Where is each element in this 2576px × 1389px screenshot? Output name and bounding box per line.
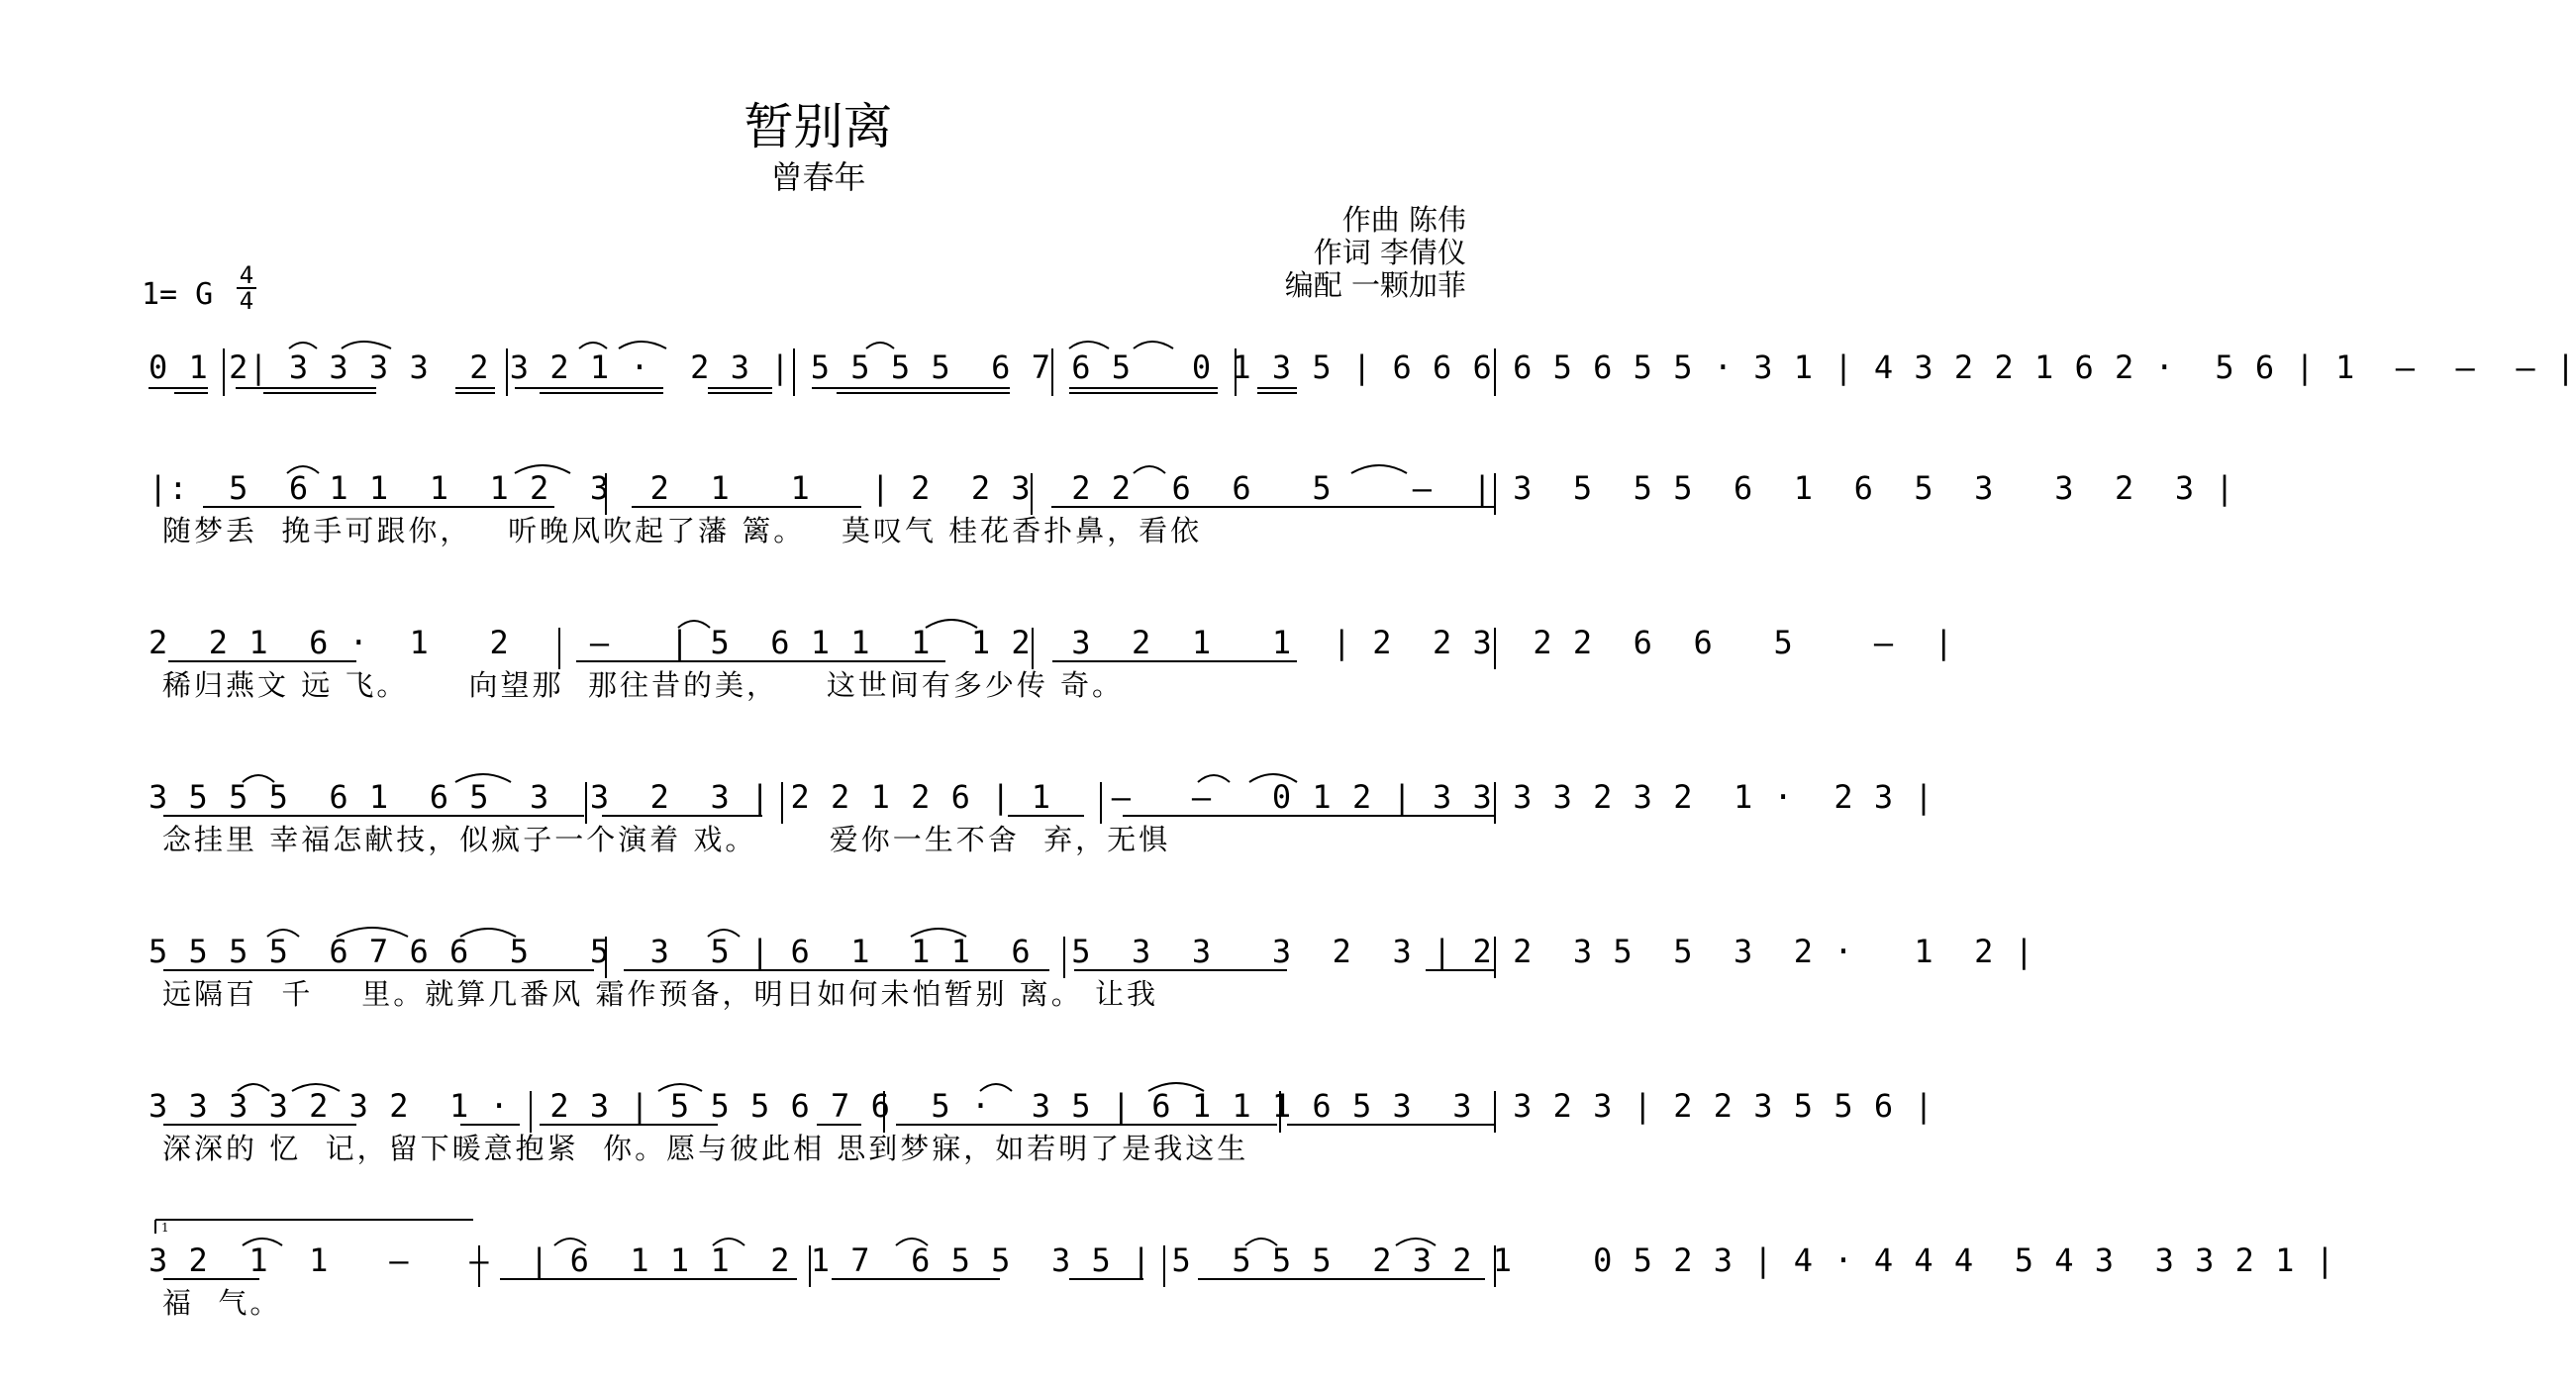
meter-bottom: 4 [239,287,254,315]
notation-row: 5 5 5 5 6 7 6 6 5 5 3 5 | 6 1 1 1 6 5 3 3 3 2 3 | 2 2 3 5 5 3 2 · 1 2 | [149,933,2034,970]
notation-row: 3 5 5 5 6 1 6 5 3 3 2 3 | 2 2 1 2 6 | 1 — — 0 1 2 | 3 3 3 3 2 3 2 1 · 2 3 | [149,778,1934,816]
composer-credit: 作曲 陈伟 [1341,203,1466,237]
notation-row: |: 5 6 1 1 1 1 2 3 2 1 1 | 2 2 3 2 2 6 6 5 — | 3 5 5 5 6 1 6 5 3 3 2 3 | [149,469,2235,507]
lyrics-row: 念挂里 幸福怎献技，似疯子一个演着 戏。 爱你一生不舍 弃，无惧 [162,823,1171,856]
lyrics-row: 远隔百 千 里。就算几番风 霜作预备，明日如何未怕暂别 离。 让我 [162,977,1158,1011]
notation-row: 3 2 1 1 — — | 6 1 1 1 2 1 7 6 5 5 3 5 | 5 5 5 5 2 3 2 1 0 5 2 3 | 4 · 4 4 4 5 4 3 3 3 2 1 | [149,1241,2335,1279]
lyrics-row: 福 气。 [162,1286,282,1320]
meter-top: 4 [239,261,254,289]
notation-row: 3 3 3 3 2 3 2 1 · 2 3 | 5 5 5 6 7 6 5 · 3 5 | 6 1 1 1 6 5 3 3 3 2 3 | 2 2 3 5 5 6 | [149,1087,1934,1125]
lyrics-row: 稀归燕文 远 飞。 向望那 那往昔的美， 这世间有多少传 奇。 [162,668,1125,702]
key-signature: 1= G [142,277,214,312]
singer-name: 曾春年 [770,158,866,196]
song-title: 暂别离 [743,98,893,155]
lyrics-row: 深深的 忆 记，留下暖意抱紧 你。愿与彼此相 思到梦寐，如若明了是我这生 [162,1132,1249,1165]
lyricist-credit: 作词 李倩仪 [1313,236,1466,269]
volta-label: 1 [161,1221,169,1235]
notation-row: 0 1 2| 3 3 3 3 2 3 2 1 · 2 3 | 5 5 5 5 6 7 6 5 0 1 3 5 | 6 6 6 6 5 6 5 5 · 3 1 | 4 3 2 2 1 6 2 · 5 6 | 1 — — — | [149,348,2576,386]
lyrics-row: 随梦丢 挽手可跟你， 听晚风吹起了藩 篱。 莫叹气 桂花香扑鼻，看依 [162,514,1203,547]
notation-row: 2 2 1 6 · 1 2 — | 5 6 1 1 1 1 2 3 2 1 1 | 2 2 3 2 2 6 6 5 — | [149,624,1954,661]
arranger-credit: 编配 一颗加菲 [1284,268,1466,302]
